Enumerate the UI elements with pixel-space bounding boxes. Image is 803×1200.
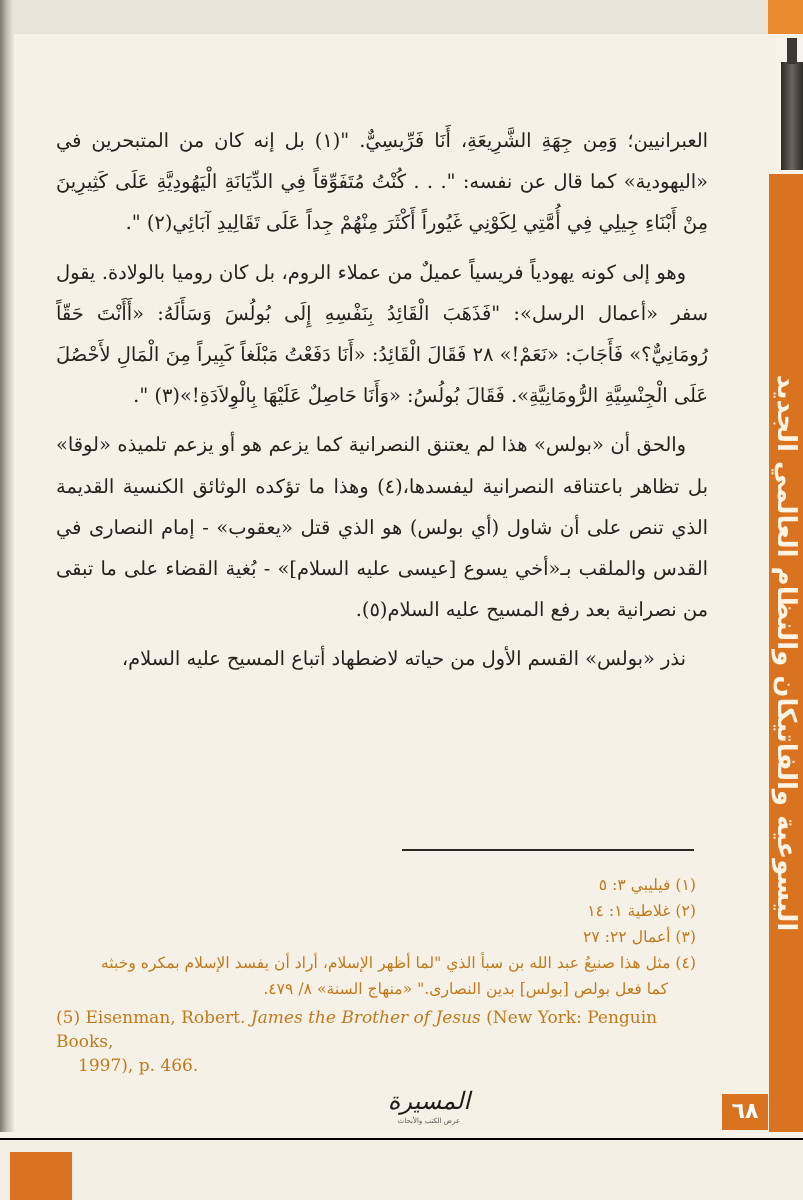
footnote-5-suffix: (New York: Penguin Books,	[56, 1008, 658, 1052]
next-page-preview	[0, 1140, 803, 1200]
footnote-5	[56, 1006, 696, 1078]
paragraph: وهو إلى كونه يهودياً فريسياً عميلٌ من عملاء الروم، بل كان روميا بالولادة. يقول سفر «أعمال الرسل»: "فَذَهَبَ الْقَائِدُ بِنَفْسِهِ إِلَى بُولُسَ وَسَأَلَهُ: «أَأَنْتَ حَقّاً رُومَانِيٌّ؟» فَأَجَابَ: «نَعَمْ!» ٢٨ فَقَالَ الْقَائِدُ: «أَنَا دَفَعْتُ مَبْلَغاً كَبِيراً مِنَ الْمَالِ لأَحْصُلَ عَلَى الْجِنْسِيَّةِ الرُّومَانِيَّةِ». فَقَالَ بُولُسُ: «وَأَنَا حَاصِلٌ عَلَيْهَا بِالْوِلاَدَةِ!»(٣) ".	[56, 260, 708, 408]
footnote-separator	[402, 849, 694, 851]
footnote-2: (٢) غلاطية ١: ١٤	[587, 902, 696, 920]
footnote-5-continued: 1997), p. 466.	[78, 1056, 199, 1076]
page-number: ٦٨	[722, 1094, 768, 1130]
publisher-logo-text: المسيرة	[387, 1087, 471, 1115]
footnote-1: (١) فيليبي ٣: ٥	[598, 876, 696, 894]
main-text	[56, 120, 708, 688]
publisher-logo-subtitle: عرض الكتب والأبحاث	[397, 1117, 461, 1125]
footnote-5-prefix: (5) Eisenman, Robert.	[56, 1008, 251, 1028]
running-title: اليسوعية والفاتيكان والنظام العالمي الجديد	[771, 374, 801, 932]
tower-illustration	[781, 62, 803, 170]
running-title-band	[769, 174, 803, 1132]
footnote-4: (٤) مثل هذا صنيعُ عبد الله بن سبأ الذي "لما أظهر الإسلام، أراد أن يفسد الإسلام بمكره وخبثه	[100, 954, 696, 972]
paragraph: العبرانيين؛ وَمِن جِهَةِ الشَّرِيعَةِ، أَنَا فَرِّيسِيٌّ. "(١) بل إنه كان من المتبحرين في «اليهودية» كما قال عن نفسه: ". . . كُنْتُ مُتَفَوِّقاً فِي الدِّيَانَةِ الْيَهُودِيَّةِ عَلَى كَثِيرِينَ مِنْ أَبْنَاءِ جِيلِي فِي أُمَّتِي لِكَوْنِي غَيُوراً أَكْثَرَ مِنْهُمْ جِداً عَلَى تَقَالِيدِ آبَائِي(٢) ".	[56, 129, 708, 235]
paragraph: والحق أن «بولس» هذا لم يعتنق النصرانية كما يزعم هو أو يزعم تلميذه «لوقا» بل تظاهر باعتناقه النصرانية ليفسدها،(٤) وهذا ما تؤكده الوثائق الكنسية القديمة الذي تنص على أن شاول (أي بولس) هو الذي قتل «يعقوب» - إمام النصارى في القدس والملقب بـ«أخي يسوع [عيسى عليه السلام]» - بُغية القضاء على ما تبقى من نصرانية بعد رفع المسيح عليه السلام(٥).	[56, 433, 708, 622]
next-page-tab	[10, 1152, 72, 1200]
paragraph: نذر «بولس» القسم الأول من حياته لاضطهاد أتباع المسيح عليه السلام،	[121, 647, 686, 671]
publisher-logo	[384, 1086, 474, 1130]
footnotes	[56, 872, 696, 1078]
footnote-3: (٣) أعمال ٢٢: ٢٧	[583, 928, 696, 946]
footnote-5-title: James the Brother of Jesus	[250, 1008, 481, 1028]
footnote-4-continued: كما فعل بولص [بولس] بدين النصارى." «منهاج السنة» ٨/ ٤٧٩.	[263, 980, 668, 998]
scan-top-strip	[14, 0, 774, 36]
corner-ornament	[768, 0, 803, 34]
scan-left-edge	[0, 0, 14, 1132]
